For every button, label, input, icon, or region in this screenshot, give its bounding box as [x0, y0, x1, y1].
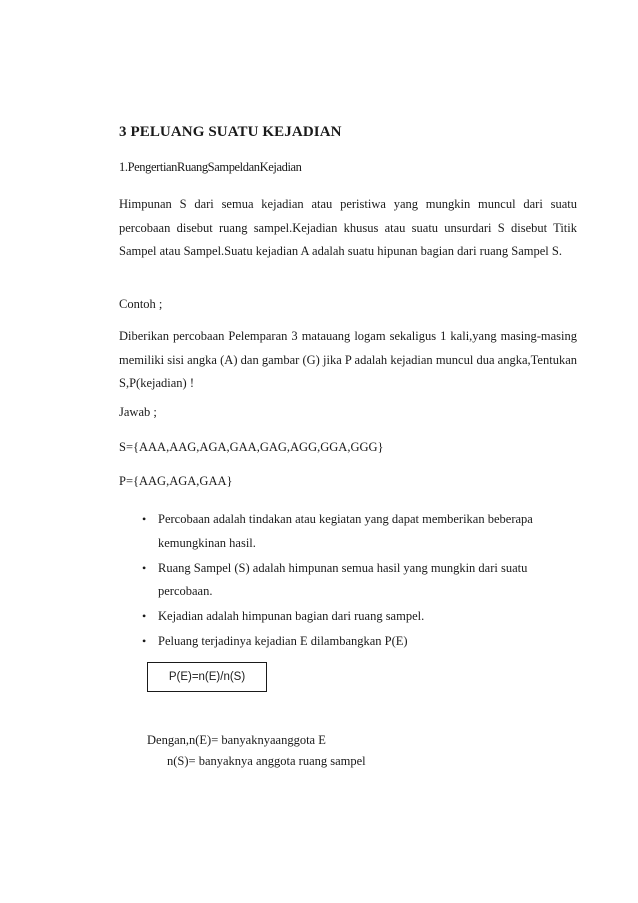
list-item — [119, 605, 559, 629]
bullet-icon: • — [142, 560, 147, 575]
bullet-icon: • — [142, 634, 147, 648]
example-label: Contoh ; — [119, 297, 163, 311]
definition-n-s: n(S)= banyaknya anggota ruang sampel — [167, 754, 366, 768]
list-item — [119, 630, 559, 654]
bullet-icon: • — [142, 512, 147, 526]
example-paragraph: Diberikan percobaan Pelemparan 3 matauang logam sekaligus 1 kali,yang masing-masing memiliki sisi angka (A) dan gambar (G) jika P adalah kejadian muncul dua angka,Tentukan S,P(kejadian) ! — [119, 329, 577, 390]
subsection-title: 1.PengertianRuangSampeldanKejadian — [119, 160, 302, 174]
list-item-text: Peluang terjadinya kejadian E dilambangkan P(E) — [158, 634, 408, 648]
definitions-list — [119, 508, 559, 655]
formula-box — [147, 662, 267, 692]
list-item-text: Kejadian adalah himpunan bagian dari ruang sampel. — [158, 609, 425, 623]
definition-paragraph: Himpunan S dari semua kejadian atau peristiwa yang mungkin muncul dari suatu percobaan disebut ruang sampel.Kejadian khusus atau suatu unsurdari S disebut Titik Sampel atau Sampel.Suatu kejadian A adalah suatu hipunan bagian dari ruang Sampel S. — [119, 197, 577, 258]
sample-space-set: S={AAA,AAG,AGA,GAA,GAG,AGG,GGA,GGG} — [119, 440, 384, 454]
answer-label: Jawab ; — [119, 405, 157, 419]
list-item — [119, 508, 559, 555]
list-item — [119, 557, 559, 604]
section-title: 3 PELUANG SUATU KEJADIAN — [119, 124, 342, 140]
list-item-text: Percobaan adalah tindakan atau kegiatan yang dapat memberikan beberapa kemungkinan hasil. — [158, 512, 533, 550]
bullet-icon: • — [142, 609, 147, 623]
formula-text: P(E)=n(E)/n(S) — [168, 671, 246, 683]
event-set: P={AAG,AGA,GAA} — [119, 474, 233, 488]
definition-n-e: Dengan,n(E)= banyaknyaanggota E — [147, 733, 326, 747]
list-item-text: Ruang Sampel (S) adalah himpunan semua hasil yang mungkin dari suatu percobaan. — [158, 560, 528, 598]
